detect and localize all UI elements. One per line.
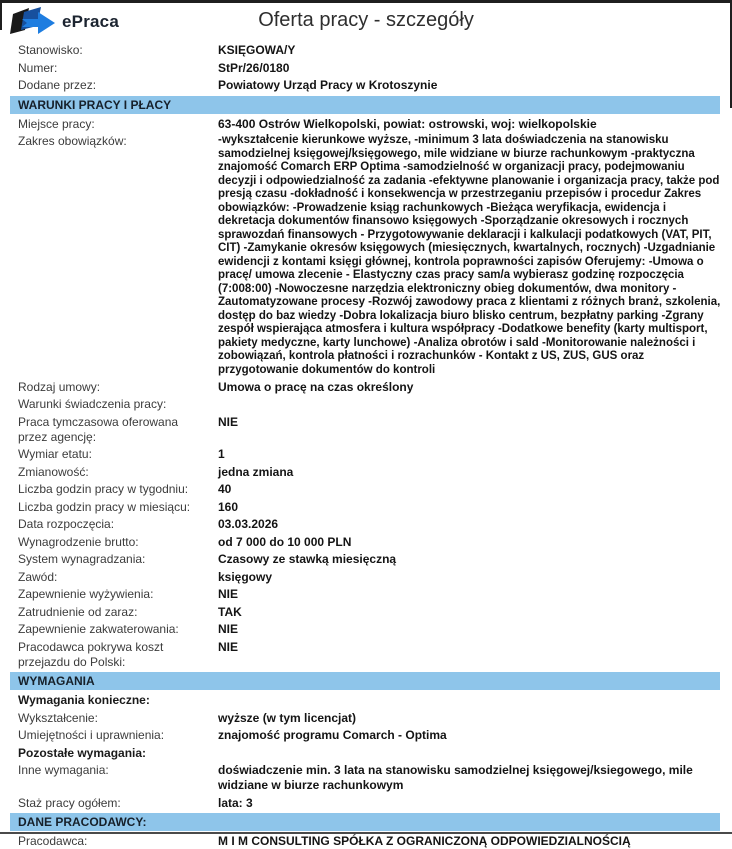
epraca-logo-text: ePraca: [62, 12, 119, 31]
field-row: [0, 728, 726, 743]
field-value: KSIĘGOWA/Y: [218, 43, 296, 57]
field-value: jedna zmiana: [218, 464, 294, 479]
field-row: [0, 570, 726, 585]
field-row: [0, 535, 726, 550]
field-label: Inne wymagania:: [18, 763, 109, 777]
field-row: [0, 587, 726, 602]
field-label: Liczba godzin pracy w tygodniu:: [18, 482, 189, 496]
field-label: Pracodawca pokrywa koszt przejazdu do Polski:: [18, 639, 164, 669]
field-row: [0, 640, 726, 670]
field-label: Wynagrodzenie brutto:: [18, 534, 139, 549]
field-label: Miejsce pracy:: [18, 116, 95, 131]
epraca-logo: [10, 7, 119, 37]
field-value: znajomość programu Comarch - Optima: [218, 728, 447, 742]
subsection-heading: Wymagania konieczne:: [18, 693, 150, 707]
field-row: [0, 61, 726, 76]
field-label: Warunki świadczenia pracy:: [18, 397, 167, 411]
field-label: Rodzaj umowy:: [18, 379, 101, 394]
field-label: Zatrudnienie od zaraz:: [18, 604, 138, 619]
field-value: księgowy: [218, 569, 273, 584]
section-header: WYMAGANIA: [10, 672, 720, 690]
epraca-logo-icon: [10, 7, 56, 37]
field-value: Czasowy ze stawką miesięczną: [218, 552, 397, 566]
field-row: [0, 465, 726, 480]
field-row: [0, 622, 726, 637]
field-value: 40: [218, 482, 232, 496]
field-label: Wymiar etatu:: [18, 447, 92, 461]
field-value: StPr/26/0180: [218, 60, 290, 75]
field-label: Data rozpoczęcia:: [18, 517, 115, 531]
field-value: Powiatowy Urząd Pracy w Krotoszynie: [218, 78, 438, 92]
field-row: [0, 447, 726, 462]
field-row: [0, 796, 726, 811]
field-value: lata: 3: [218, 795, 253, 810]
field-value: NIE: [218, 622, 239, 636]
field-label: Staż pracy ogółem:: [18, 795, 121, 810]
field-row: [0, 517, 726, 532]
field-row: [0, 834, 726, 849]
field-label: System wynagradzania:: [18, 552, 146, 566]
field-value: -wykształcenie kierunkowe wyższe, -minimum 3 lata doświadczenia na stanowisku samodzielnej księgowej/księgowego, mile widziane w biurze rachunkowym -praktyczna znajomość Comarch ERP Optima -samodzielność w organizacji pracy, podejmowaniu decyzji i odpowiedzialność za zadania -efektywne planowanie i organizacja pracy, także pod presją czasu -dokładność i konsekwencja w przestrzeganiu przepisów i procedur Zakres obowiązków: -Prowadzenie ksiąg rachunkowych -Bieżąca weryfikacja, ewidencja i dekretacja dokumentów finansowo księgowych -Sporządzanie okresowych i rocznych sprawozdań finansowych - Przygotowywanie deklaracji i kalkulacji podatkowych (VAT, PIT, CIT) -Zamykanie okresów księgowych (miesięcznych, kwartalnych, rocznych) -Uzgadnianie ewidencji z kontami księgi głównej, kontrola poprawności zapisów Oferujemy: -Umowa o pracę/ umowa zlecenie - Elastyczny czas pracy sam/a wybierasz godzinę rozpoczęcia (7:008:00) -Nowoczesne narzędzia elektroniczny obieg dokumentów, dwa monitory -Zautomatyzowane procesy -Rozwój zawodowy praca z klientami z różnych branż, szkolenia, dostęp do baz wiedzy -Dobra lokalizacja biuro blisko centrum, bezpłatny parking -Zgrany zespół wspierająca atmosfera i kultura współpracy -Dodatkowe benefity (karty multisport, pakiety medyczne, karty lunchowe) -Analiza obrotów i sald -Monitorowanie należności i zobowiązań, kontrola płatności i rozrachunków - Kontakt z US, ZUS, GUS oraz przygotowanie dokumentów do kontroli: [218, 134, 721, 376]
section-header: DANE PRACODAWCY:: [10, 813, 720, 831]
field-label: Zapewnienie wyżywienia:: [18, 587, 154, 601]
field-label: Umiejętności i uprawnienia:: [18, 728, 165, 742]
field-label: Wykształcenie:: [18, 710, 98, 725]
field-label: Zakres obowiązków:: [18, 134, 127, 148]
field-value: M I M CONSULTING SPÓŁKA Z OGRANICZONĄ ODPOWIEDZIALNOŚCIĄ: [218, 834, 631, 848]
field-row: [0, 134, 726, 377]
field-label: Pracodawca:: [18, 834, 88, 848]
field-row: [0, 605, 726, 620]
field-label: Praca tymczasowa oferowana przez agencję:: [18, 414, 179, 444]
field-row: [0, 78, 726, 93]
field-row: [0, 415, 726, 445]
field-value: TAK: [218, 604, 242, 619]
field-row: [0, 500, 726, 515]
field-label: Zmianowość:: [18, 464, 89, 479]
field-value: wyższe (w tym licencjat): [218, 710, 357, 725]
field-label: Liczba godzin pracy w miesiącu:: [18, 499, 191, 514]
field-value: 160: [218, 499, 239, 514]
field-row: [0, 117, 726, 132]
field-value: od 7 000 do 10 000 PLN: [218, 534, 352, 549]
field-row: [0, 711, 726, 726]
field-value: NIE: [218, 639, 239, 654]
field-value: 63-400 Ostrów Wielkopolski, powiat: ostrowski, woj: wielkopolskie: [218, 116, 597, 131]
field-row: [0, 43, 726, 58]
field-groups: [0, 43, 732, 849]
page-header: [0, 0, 732, 43]
field-label: Zawód:: [18, 569, 58, 584]
field-value: NIE: [218, 587, 239, 601]
field-value: NIE: [218, 414, 239, 429]
field-label: Zapewnienie zakwaterowania:: [18, 622, 179, 636]
field-label: Numer:: [18, 60, 58, 75]
subsection-heading: Pozostałe wymagania:: [18, 745, 147, 760]
field-value: [218, 397, 726, 412]
field-value: 1: [218, 447, 225, 461]
section-header: WARUNKI PRACY I PŁACY: [10, 96, 720, 114]
field-value: 03.03.2026: [218, 517, 279, 531]
field-value: doświadczenie min. 3 lata na stanowisku samodzielnej księgowej/ksiegowego, mile widziane w biurze rachunkowym: [218, 763, 693, 792]
field-row: [0, 552, 726, 567]
field-row: [0, 380, 726, 395]
field-label: Stanowisko:: [18, 43, 83, 57]
field-row: [0, 482, 726, 497]
field-label: Dodane przez:: [18, 78, 97, 92]
field-row: [0, 397, 726, 412]
field-value: Umowa o pracę na czas określony: [218, 379, 414, 394]
field-row: [0, 763, 726, 793]
page-title: Oferta pracy - szczegóły: [258, 9, 474, 31]
